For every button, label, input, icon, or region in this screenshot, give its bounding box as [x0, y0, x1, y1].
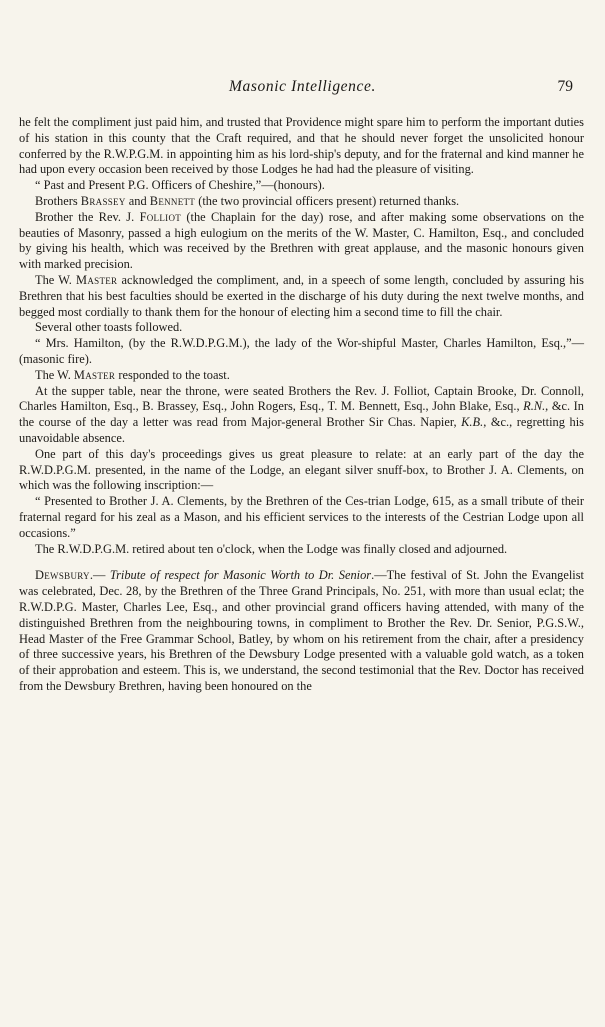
- abbrev-rn: R.N.: [523, 399, 546, 414]
- name-bennett: Bennett: [149, 193, 196, 208]
- paragraph-continuation: he felt the compliment just paid him, and trusted that Providence might spare him to perform the important duties of his station in this county that the Craft required, and that he should never forget the unsolicited honour conferred by the R.W.P.G.M. in appointing him as his lord-ship's deputy, and for the fraternal and kind manner he had upon every occasion been received by those Lodges he had had the pleasure of visiting.: [19, 115, 584, 177]
- text-run: , &c. In the course of the day a letter was read from Major-general Brother Sir Chas. Napier,: [19, 399, 584, 430]
- text-run: The W.: [35, 367, 74, 382]
- paragraph-supper-table: [19, 384, 584, 447]
- place-dewsbury: Dewsbury: [35, 568, 90, 583]
- running-title: Masonic Intelligence.: [229, 78, 376, 95]
- paragraph-lodge-closed: The R.W.D.P.G.M. retired about ten o'clock, when the Lodge was finally closed and adjourned.: [35, 541, 508, 556]
- text-run: acknowledged the compliment, and, in a speech of some length, concluded by assuring his Brethren that his best faculties should be exerted in the discharge of his duty during the next twelve months, and begged most cordially to thank them for the honour of electing him a second time to fill the chair.: [19, 272, 584, 319]
- paragraph-other-toasts: Several other toasts followed.: [35, 320, 183, 335]
- text-run: and: [125, 193, 150, 208]
- paragraph-brassey-bennett: [19, 194, 584, 210]
- title-master: Master: [73, 367, 116, 382]
- text-run: .—: [89, 568, 110, 583]
- text-run: , &c., regretting his unavoidable absence.: [19, 415, 584, 445]
- paragraph-master-responded: [19, 368, 584, 384]
- name-brassey: Brassey: [80, 193, 126, 208]
- text-run: responded to the toast.: [115, 367, 230, 382]
- text-run: .—The festival of St. John the Evangelist was celebrated, Dec. 28, by the Brethren of the Three Grand Principals, No. 251, with more than usual eclat; the R.W.D.P.G. Master, Charles Lee, Esq., and other provincial grand officers having attended, with many of the distinguished Brethren from the neighbouring towns, in compliment to Brother the Rev. Dr. Senior, P.G.S.W., Head Master of the Free Grammar School, Batley, by whom on his retirement from the chair, after a presidency of three successive years, his Brethren of the Dewsbury Lodge presented with a valuable gold watch, as a token of their approbation and esteem. This is, we understand, the second testimonial that the Rev. Doctor has received from the Dewsbury Brethren, having been honoured on the: [19, 568, 584, 693]
- name-folliot: Folliot: [139, 209, 182, 224]
- paragraph-inscription: “ Presented to Brother J. A. Clements, by the Brethren of the Ces-trian Lodge, 615, as a small tribute of their fraternal regard for his zeal as a Mason, and his efficient services to the interests of the Cestrian Lodge upon all occasions.”: [19, 494, 584, 540]
- text-run: (the Chaplain for the day) rose, and after making some observations on the beauties of Masonry, passed a high eulogium on the merits of the W. Master, C. Hamilton, Esq., and concluded by giving his health, which was received by the Brethren with great applause, and the masonic honours given with marked precision.: [19, 209, 584, 272]
- paragraph-master-reply: [19, 273, 584, 320]
- text-run: (the two provincial officers present) returned thanks.: [195, 193, 460, 208]
- paragraph-toast-hamilton: “ Mrs. Hamilton, (by the R.W.D.P.G.M.), the lady of the Wor-shipful Master, Charles Hamilton, Esq.,”—(masonic fire).: [19, 336, 584, 366]
- text-run: At the supper table, near the throne, were seated Brothers the Rev. J. Folliot, Captain Brooke, Dr. Connoll, Charles Hamilton, Esq., B. Brassey, Esq., John Rogers, Esq., T. M. Bennett, Esq., John Blake, Esq.,: [19, 383, 584, 414]
- text-run: Brother the Rev. J.: [35, 209, 140, 224]
- page-number: 79: [557, 78, 573, 95]
- title-master: Master: [76, 272, 118, 287]
- paragraph-folliot: [19, 210, 584, 273]
- text-run: Brothers: [35, 193, 81, 208]
- paragraph-toast-officers: “ Past and Present P.G. Officers of Cheshire,”—(honours).: [35, 178, 325, 193]
- abbrev-kb: K.B.: [461, 415, 484, 430]
- running-head: [20, 78, 585, 102]
- text-run: The W.: [35, 272, 77, 287]
- section-heading-tribute: Tribute of respect for Masonic Worth to Dr. Senior: [109, 568, 372, 583]
- paragraph-dewsbury: [19, 568, 584, 694]
- paragraph-snuff-box: One part of this day's proceedings gives us great pleasure to relate: at an early part of the day the R.W.D.P.G.M. presented, in the name of the Lodge, an elegant silver snuff-box, to Brother J. A. Clements, on which was the following inscription:—: [19, 446, 584, 493]
- body-text: [19, 115, 584, 695]
